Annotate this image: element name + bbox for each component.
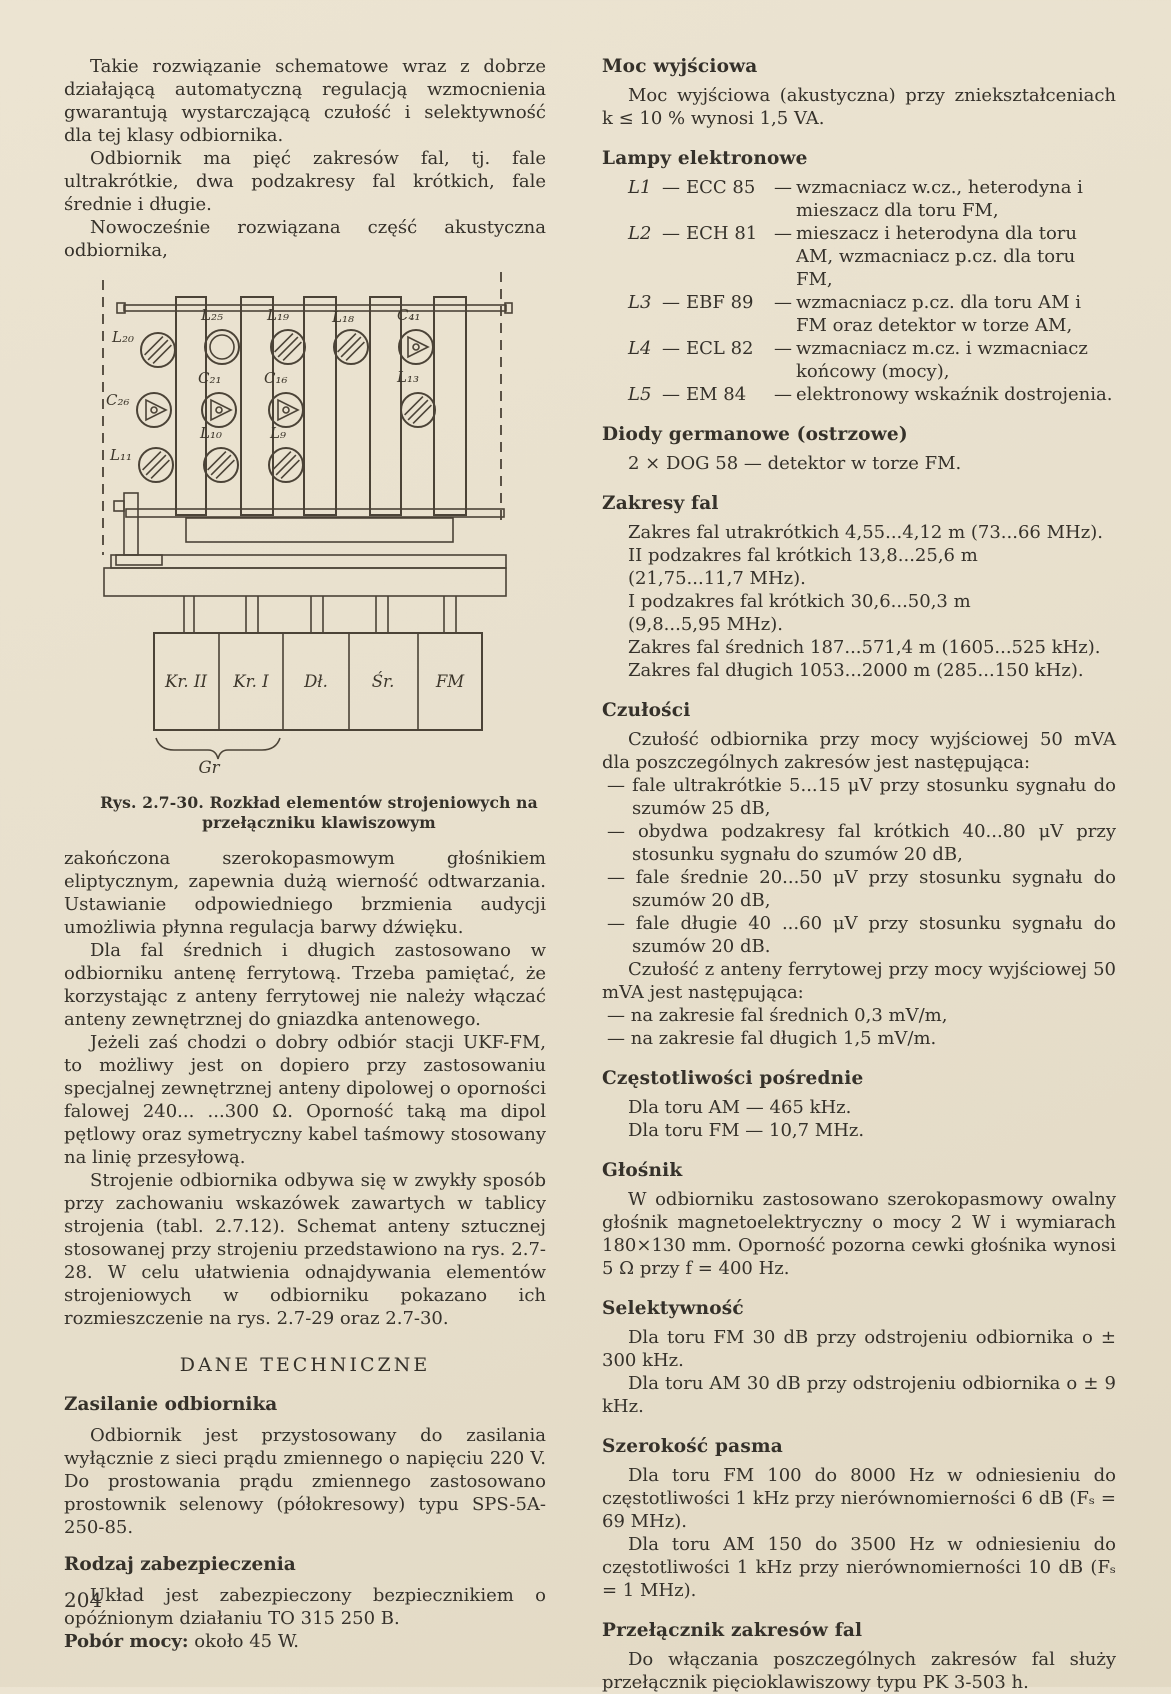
- lamp-item: [602, 337, 1116, 383]
- lamp-item: [602, 383, 1116, 406]
- paragraph-selektywnosc-fm: Dla toru FM 30 dB przy odstrojeniu odbiornika o ± 300 kHz.: [602, 1327, 1116, 1371]
- chassis-edge: [111, 555, 506, 568]
- dash: —: [774, 292, 792, 313]
- zakres-line: Zakres fal utrakrótkich 4,55...4,12 m (73...66 MHz).: [628, 522, 1103, 543]
- paragraph-przelacznik: Do włączania poszczególnych zakresów fal służy przełącznik pięcioklawiszowy typu PK 3-503 h.: [602, 1649, 1116, 1693]
- section-pasmo: [602, 1435, 1116, 1602]
- heading-zasilanie: Zasilanie odbiornika: [64, 1394, 278, 1415]
- bracket-left: [124, 493, 138, 555]
- zakres-line: II podzakres fal krótkich 13,8...25,6 m: [628, 545, 978, 566]
- slat-2: [241, 297, 273, 515]
- chassis-body: [104, 568, 506, 596]
- heading-diody: Diody germanowe (ostrzowe): [602, 424, 908, 445]
- group-label: Gr: [198, 758, 220, 777]
- section-lampy: [602, 147, 1116, 406]
- slat-4: [370, 297, 401, 515]
- section-moc-wyjsciowa: [602, 55, 1116, 130]
- paragraph-zasilanie: Odbiornik jest przystosowany do zasilania wyłącznie z sieci prądu zmiennego o napięciu 220 V. Do prostowania prądu zmiennego zastosowano prostownik selenowy (półokresowy) typu SPS-5A-250-85.: [64, 1425, 546, 1538]
- right-column: [602, 55, 1116, 1693]
- lamp-name: L1: [628, 177, 652, 198]
- coil-L11: [139, 448, 173, 482]
- paragraph-intro-3: Nowocześnie rozwiązana część akustyczna odbiornika,: [64, 217, 546, 261]
- section-zakresy: [602, 492, 1116, 682]
- key-label-fm: FM: [435, 672, 465, 691]
- heading-glosnik: Głośnik: [602, 1160, 683, 1181]
- coil-L9: [269, 448, 303, 482]
- figure-rys-2-7-30-drawing: [94, 272, 514, 777]
- czulosc-item: — na zakresie fal średnich 0,3 mV/m,: [607, 1005, 948, 1026]
- key-label-dl: Dł.: [304, 672, 328, 691]
- coil-L20: [141, 333, 175, 367]
- key-label-sr: Śr.: [371, 672, 395, 691]
- zakres-line: (9,8...5,95 MHz).: [628, 614, 783, 635]
- coil-L10: [204, 448, 238, 482]
- component-label: C₂₆: [106, 391, 130, 409]
- slat-3: [304, 297, 336, 515]
- dash: —: [662, 338, 680, 359]
- lamp-desc: wzmacniacz m.cz. i wzmacniacz końcowy (mocy),: [796, 338, 1088, 382]
- lamp-name: L2: [628, 223, 652, 244]
- trimmer-C41: [399, 330, 433, 364]
- posrednie-line: Dla toru AM — 465 kHz.: [628, 1097, 852, 1118]
- paragraph-pobor-mocy: [64, 1630, 546, 1653]
- czulosc-item: — fale średnie 20...50 μV przy stosunku sygnału do szumów 20 dB,: [607, 867, 1116, 911]
- component-label: L₂₅: [201, 306, 223, 324]
- posrednie-line: Dla toru FM — 10,7 MHz.: [628, 1120, 865, 1141]
- heading-posrednie: Częstotliwości pośrednie: [602, 1068, 864, 1089]
- component-label: C₂₁: [198, 369, 222, 387]
- lamp-tube: ECC 85: [686, 177, 756, 198]
- dash: —: [774, 384, 792, 405]
- section-czulosci: [602, 699, 1116, 1050]
- heading-pasmo: Szerokość pasma: [602, 1436, 783, 1457]
- component-label: C₁₆: [264, 369, 288, 387]
- paragraph-diody: 2 × DOG 58 — detektor w torze FM.: [628, 453, 962, 474]
- czulosc-item: — fale ultrakrótkie 5...15 μV przy stosunku sygnału do szumów 25 dB,: [607, 775, 1116, 819]
- section-selektywnosc: [602, 1297, 1116, 1418]
- slat-5: [434, 297, 466, 515]
- trimmer-C26: [137, 393, 171, 427]
- lamp-tube: ECH 81: [686, 223, 758, 244]
- component-label: L₁₈: [332, 308, 354, 326]
- paragraph-intro-2: Odbiornik ma pięć zakresów fal, tj. fale ultrakrótkie, dwa podzakresy fal krótkich, fale średnie i długie.: [64, 148, 546, 215]
- lamp-item: [602, 176, 1116, 222]
- lamp-tube: EM 84: [686, 384, 747, 405]
- lamp-tube: EBF 89: [686, 292, 754, 313]
- paragraph-selektywnosc-am: Dla toru AM 30 dB przy odstrojeniu odbiornika o ± 9 kHz.: [602, 1373, 1116, 1417]
- pobor-text: około 45 W.: [194, 1631, 299, 1652]
- pobor-label: Pobór mocy:: [64, 1631, 189, 1652]
- component-label: L₂₀: [112, 328, 134, 346]
- component-label: L₁₀: [200, 424, 222, 442]
- lamp-name: L4: [628, 338, 652, 359]
- section-glosnik: [602, 1159, 1116, 1280]
- heading-czulosci: Czułości: [602, 700, 691, 721]
- component-label: L₁₁: [110, 446, 132, 464]
- lamp-name: L5: [628, 384, 652, 405]
- heading-selektywnosc: Selektywność: [602, 1298, 744, 1319]
- paragraph-ferrite: Dla fal średnich i długich zastosowano w odbiorniku antenę ferrytową. Trzeba pamiętać, że korzystając z anteny ferrytowej nie należy włączać anteny zewnętrznej do gniazdka antenowego.: [64, 940, 546, 1030]
- coil-L25: [205, 330, 239, 364]
- paragraph-pasmo-fm: Dla toru FM 100 do 8000 Hz w odniesieniu do częstotliwości 1 kHz przy nierównomierności 6 dB (Fₛ = 69 MHz).: [602, 1465, 1116, 1532]
- dash: —: [774, 177, 792, 198]
- coil-L19: [271, 330, 305, 364]
- dash: —: [662, 177, 680, 198]
- figure-caption: Rys. 2.7-30. Rozkład elementów strojeniowych na przełączniku klawiszowym: [100, 793, 538, 832]
- lamp-name: L3: [628, 292, 652, 313]
- lamp-item: [602, 222, 1116, 291]
- component-label: L₁₉: [267, 306, 289, 324]
- dash: —: [774, 223, 792, 244]
- section-przelacznik: [602, 1619, 1116, 1694]
- czulosc-item: — obydwa podzakresy fal krótkich 40...80 μV przy stosunku sygnału do szumów 20 dB,: [607, 821, 1116, 865]
- zakres-line: I podzakres fal krótkich 30,6...50,3 m: [628, 591, 971, 612]
- lamp-item: [602, 291, 1116, 337]
- paragraph-czulosci-ferryt: Czułość z anteny ferrytowej przy mocy wyjściowej 50 mVA jest następująca:: [602, 959, 1116, 1003]
- zakres-line: Zakres fal długich 1053...2000 m (285...150 kHz).: [628, 660, 1084, 681]
- bracket-foot: [116, 555, 162, 565]
- page-number: 204: [64, 1588, 103, 1612]
- component-label: L₉: [270, 424, 286, 442]
- paragraph-moc: Moc wyjściowa (akustyczna) przy zniekształceniach k ≤ 10 % wynosi 1,5 VA.: [602, 85, 1116, 129]
- dash: —: [662, 223, 680, 244]
- group-brace: [156, 738, 280, 759]
- section-title-dane-techniczne: DANE TECHNICZNE: [179, 1354, 431, 1376]
- czulosc-item: — fale długie 40 ...60 μV przy stosunku sygnału do szumów 20 dB.: [607, 913, 1116, 957]
- lamp-desc: wzmacniacz w.cz., heterodyna i mieszacz dla toru FM,: [796, 177, 1083, 221]
- paragraph-ukf: Jeżeli zaś chodzi o dobry odbiór stacji UKF-FM, to możliwy jest on dopiero przy zastosowaniu specjalnej zewnętrznej anteny dipolowej o oporności falowej 240... ...300 Ω. Oporność taką ma dipol pętlowy oraz symetryczny kabel taśmowy stosowany na linię przesyłową.: [64, 1032, 546, 1168]
- paragraph-intro-1: Takie rozwiązanie schematowe wraz z dobrze działającą automatyczną regulacją wzmocnienia gwarantują wystarczającą czułość i selektywność dla tej klasy odbiornika.: [64, 56, 546, 146]
- paragraph-strojenie: Strojenie odbiornika odbywa się w zwykły sposób przy zachowaniu wskazówek zawartych w tablicy strojenia (tabl. 2.7.12). Schemat anteny sztucznej stosowanej przy strojeniu przedstawiono na rys. 2.7-28. W celu ułatwienia odnajdywania elementów strojeniowych w odbiorniku pokazano ich rozmieszczenie na rys. 2.7-29 oraz 2.7-30.: [64, 1170, 546, 1329]
- coil-L13: [401, 393, 435, 427]
- coil-L18: [334, 330, 368, 364]
- figure-block: [94, 272, 538, 833]
- component-label: C₄₁: [397, 306, 421, 324]
- inner-tray: [186, 518, 453, 542]
- paragraph-glosnik: W odbiorniku zastosowano szerokopasmowy owalny głośnik magnetoelektryczny o mocy 2 W i wymiarach 180×130 mm. Oporność pozorna cewki głośnika wynosi 5 Ω przy f = 400 Hz.: [602, 1189, 1116, 1279]
- section-diody: [602, 423, 1116, 475]
- czulosc-item: — na zakresie fal długich 1,5 mV/m.: [607, 1028, 937, 1049]
- section-posrednie: [602, 1067, 1116, 1142]
- key-label-kr2: Kr. II: [165, 672, 207, 691]
- heading-przelacznik: Przełącznik zakresów fal: [602, 1620, 863, 1641]
- dash: —: [662, 384, 680, 405]
- paragraph-czulosci-intro: Czułość odbiornika przy mocy wyjściowej 50 mVA dla poszczególnych zakresów jest następująca:: [602, 729, 1116, 773]
- key-stems: [184, 596, 456, 633]
- key-label-kr1: Kr. I: [233, 672, 269, 691]
- paragraph-zabezpieczenie: Układ jest zabezpieczony bezpiecznikiem o opóźnionym działaniu TO 315 250 B.: [64, 1585, 546, 1629]
- heading-zakresy: Zakresy fal: [602, 493, 719, 514]
- dash: —: [774, 338, 792, 359]
- lamp-desc: mieszacz i heterodyna dla toru AM, wzmacniacz p.cz. dla toru FM,: [796, 223, 1078, 290]
- top-rail: [124, 305, 506, 311]
- paragraph-pasmo-am: Dla toru AM 150 do 3500 Hz w odniesieniu do częstotliwości 1 kHz przy nierównomierności 10 dB (Fₛ = 1 MHz).: [602, 1534, 1116, 1601]
- lamp-tube: ECL 82: [686, 338, 754, 359]
- heading-lampy: Lampy elektronowe: [602, 148, 808, 169]
- paragraph-continued: zakończona szerokopasmowym głośnikiem eliptycznym, zapewnia dużą wierność odtwarzania. Ustawianie odpowiedniego brzmienia audycji umożliwia płynna regulacja barwy dźwięku.: [64, 848, 546, 938]
- lamp-desc: elektronowy wskaźnik dostrojenia.: [796, 384, 1113, 405]
- component-label: L₁₃: [397, 368, 419, 386]
- heading-moc: Moc wyjściowa: [602, 56, 758, 77]
- heading-zabezpieczenie: Rodzaj zabezpieczenia: [64, 1554, 296, 1575]
- zakres-line: Zakres fal średnich 187...571,4 m (1605...525 kHz).: [628, 637, 1101, 658]
- trimmer-C16: [269, 393, 303, 427]
- zakres-line: (21,75...11,7 MHz).: [628, 568, 806, 589]
- lamp-desc: wzmacniacz p.cz. dla toru AM i FM oraz detektor w torze AM,: [796, 292, 1082, 336]
- bracket-nub: [114, 501, 124, 511]
- trimmer-C21: [202, 393, 236, 427]
- dash: —: [662, 292, 680, 313]
- left-column: [64, 55, 546, 1687]
